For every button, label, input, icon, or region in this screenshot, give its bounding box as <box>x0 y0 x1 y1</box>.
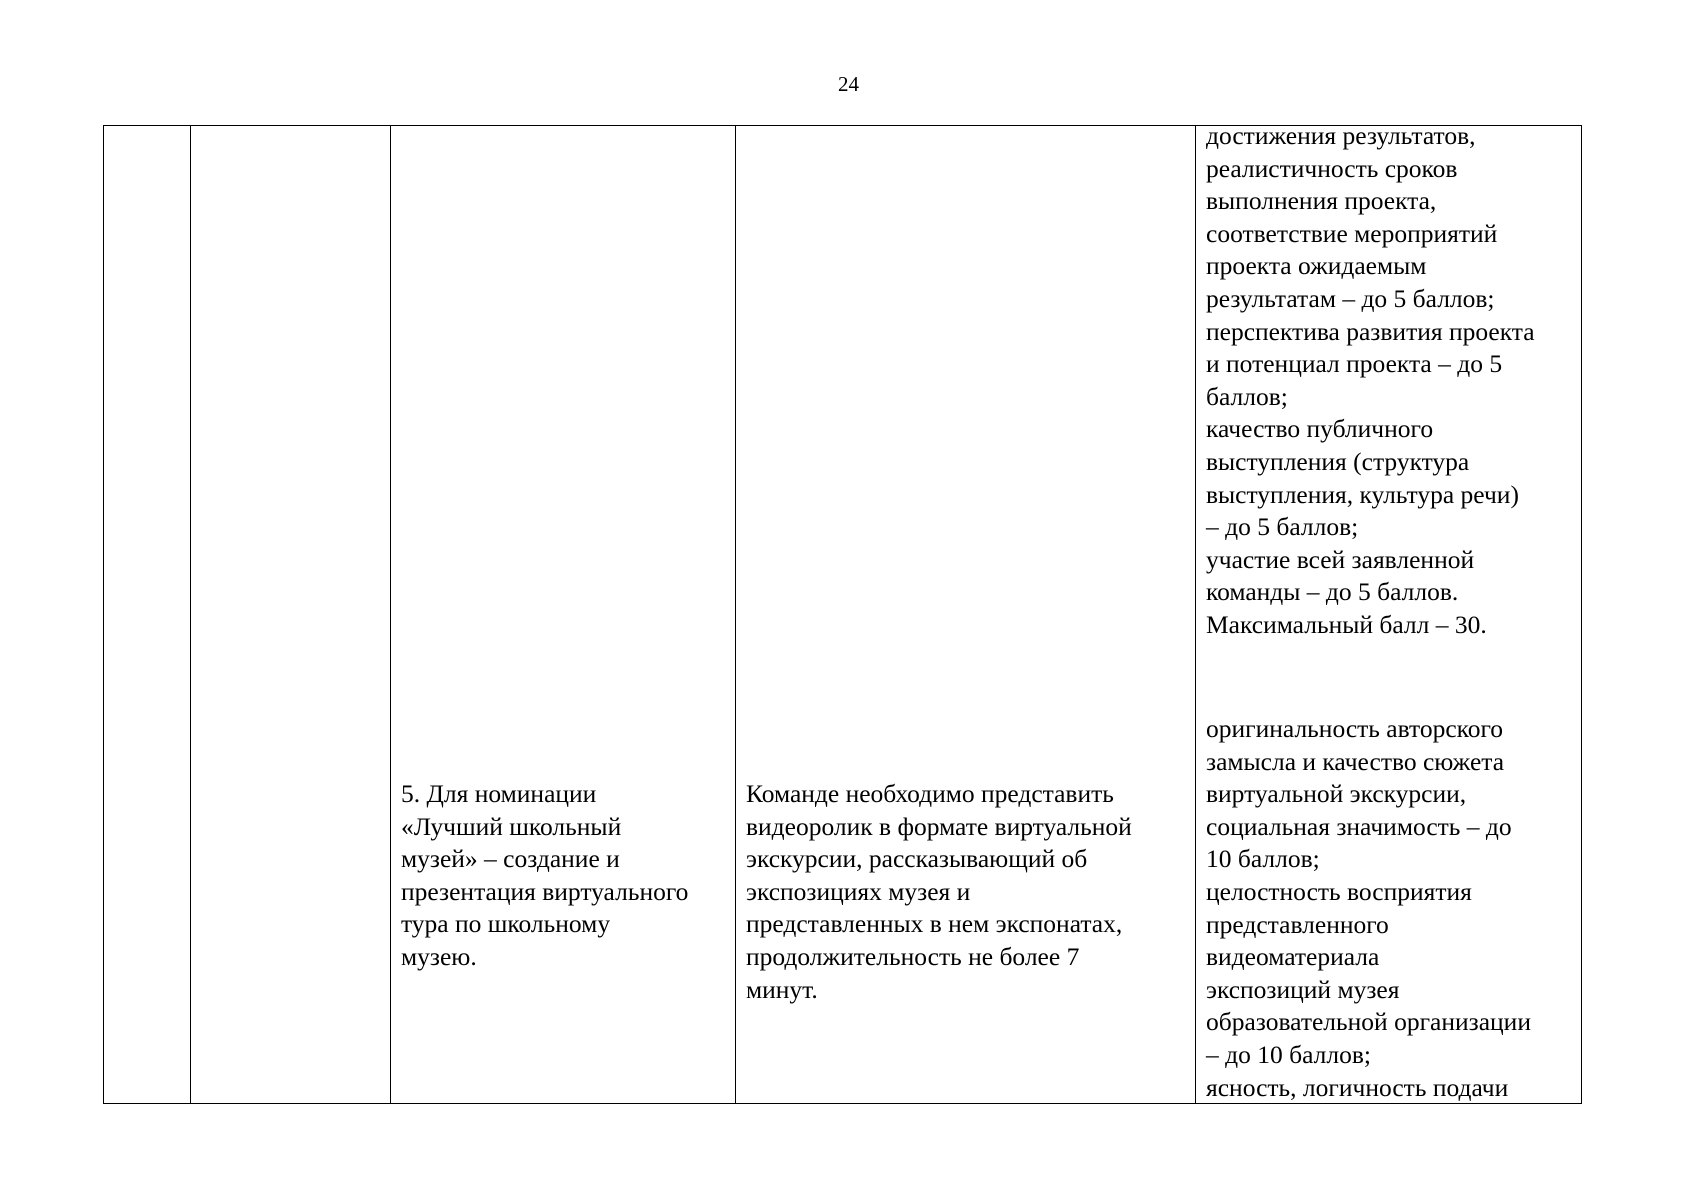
criteria-line: целостность восприятия <box>1206 876 1472 906</box>
nomination-line: «Лучший школьный <box>401 811 622 841</box>
table-row <box>104 126 1582 1104</box>
criteria-line: Максимальный балл – 30. <box>1206 609 1487 639</box>
criteria-line: оригинальность авторского <box>1206 714 1504 743</box>
nomination-text <box>401 778 688 974</box>
criteria-line: достижения результатов, <box>1206 121 1476 150</box>
criteria-line: представленного <box>1206 909 1389 939</box>
criteria-line: реалистичность сроков <box>1206 153 1458 183</box>
criteria-table <box>103 121 1582 1104</box>
criteria-line: социальная значимость – до <box>1206 811 1512 841</box>
criteria-line: 10 баллов; <box>1206 844 1320 874</box>
criteria-line: и потенциал проекта – до 5 <box>1206 349 1503 379</box>
requirements-line: продолжительность не более 7 <box>746 941 1080 971</box>
requirements-line: Команде необходимо представить <box>746 779 1114 808</box>
cell-index <box>104 126 191 1104</box>
requirements-line: представленных в нем экспонатах, <box>746 909 1123 939</box>
requirements-line: минут. <box>746 974 818 1004</box>
requirements-text <box>746 778 1132 1006</box>
criteria-line: выступления, культура речи) <box>1206 479 1519 509</box>
criteria-line: результатам – до 5 баллов; <box>1206 283 1495 313</box>
requirements-line: экскурсии, рассказывающий об <box>746 844 1088 874</box>
criteria-line: выступления (структура <box>1206 446 1470 476</box>
nomination-line: музей» – создание и <box>401 844 620 874</box>
criteria-line: виртуальной экскурсии, <box>1206 779 1467 809</box>
criteria-line: участие всей заявленной <box>1206 544 1475 574</box>
nomination-line: 5. Для номинации <box>401 779 597 808</box>
requirements-line: экспозициях музея и <box>746 876 971 906</box>
page-number: 24 <box>838 72 859 96</box>
criteria-line: перспектива развития проекта <box>1206 316 1535 346</box>
criteria-line: – до 5 баллов; <box>1206 512 1359 542</box>
criteria-line: проекта ожидаемым <box>1206 251 1427 281</box>
criteria-line: ясность, логичность подачи <box>1206 1072 1509 1102</box>
criteria-line: выполнения проекта, <box>1206 186 1437 216</box>
cell-criteria <box>1196 121 1582 1104</box>
criteria-line: – до 10 баллов; <box>1206 1039 1371 1069</box>
cell-category <box>191 126 391 1104</box>
nomination-line: тура по школьному <box>401 909 611 939</box>
requirements-line: видеоролик в формате виртуальной <box>746 811 1132 841</box>
nomination-line: музею. <box>401 941 477 971</box>
criteria-current-text <box>1206 713 1531 1104</box>
criteria-line: замысла и качество сюжета <box>1206 746 1505 776</box>
criteria-line: экспозиций музея <box>1206 974 1400 1004</box>
criteria-previous-text <box>1206 120 1535 642</box>
cell-requirements <box>736 126 1196 1104</box>
criteria-line: образовательной организации <box>1206 1007 1531 1037</box>
criteria-line: видеоматериала <box>1206 942 1380 972</box>
criteria-line: команды – до 5 баллов. <box>1206 577 1459 607</box>
criteria-line: соответствие мероприятий <box>1206 218 1498 248</box>
nomination-line: презентация виртуального <box>401 876 689 906</box>
criteria-line: качество публичного <box>1206 414 1434 444</box>
criteria-line: баллов; <box>1206 381 1288 411</box>
cell-nomination <box>391 126 736 1104</box>
